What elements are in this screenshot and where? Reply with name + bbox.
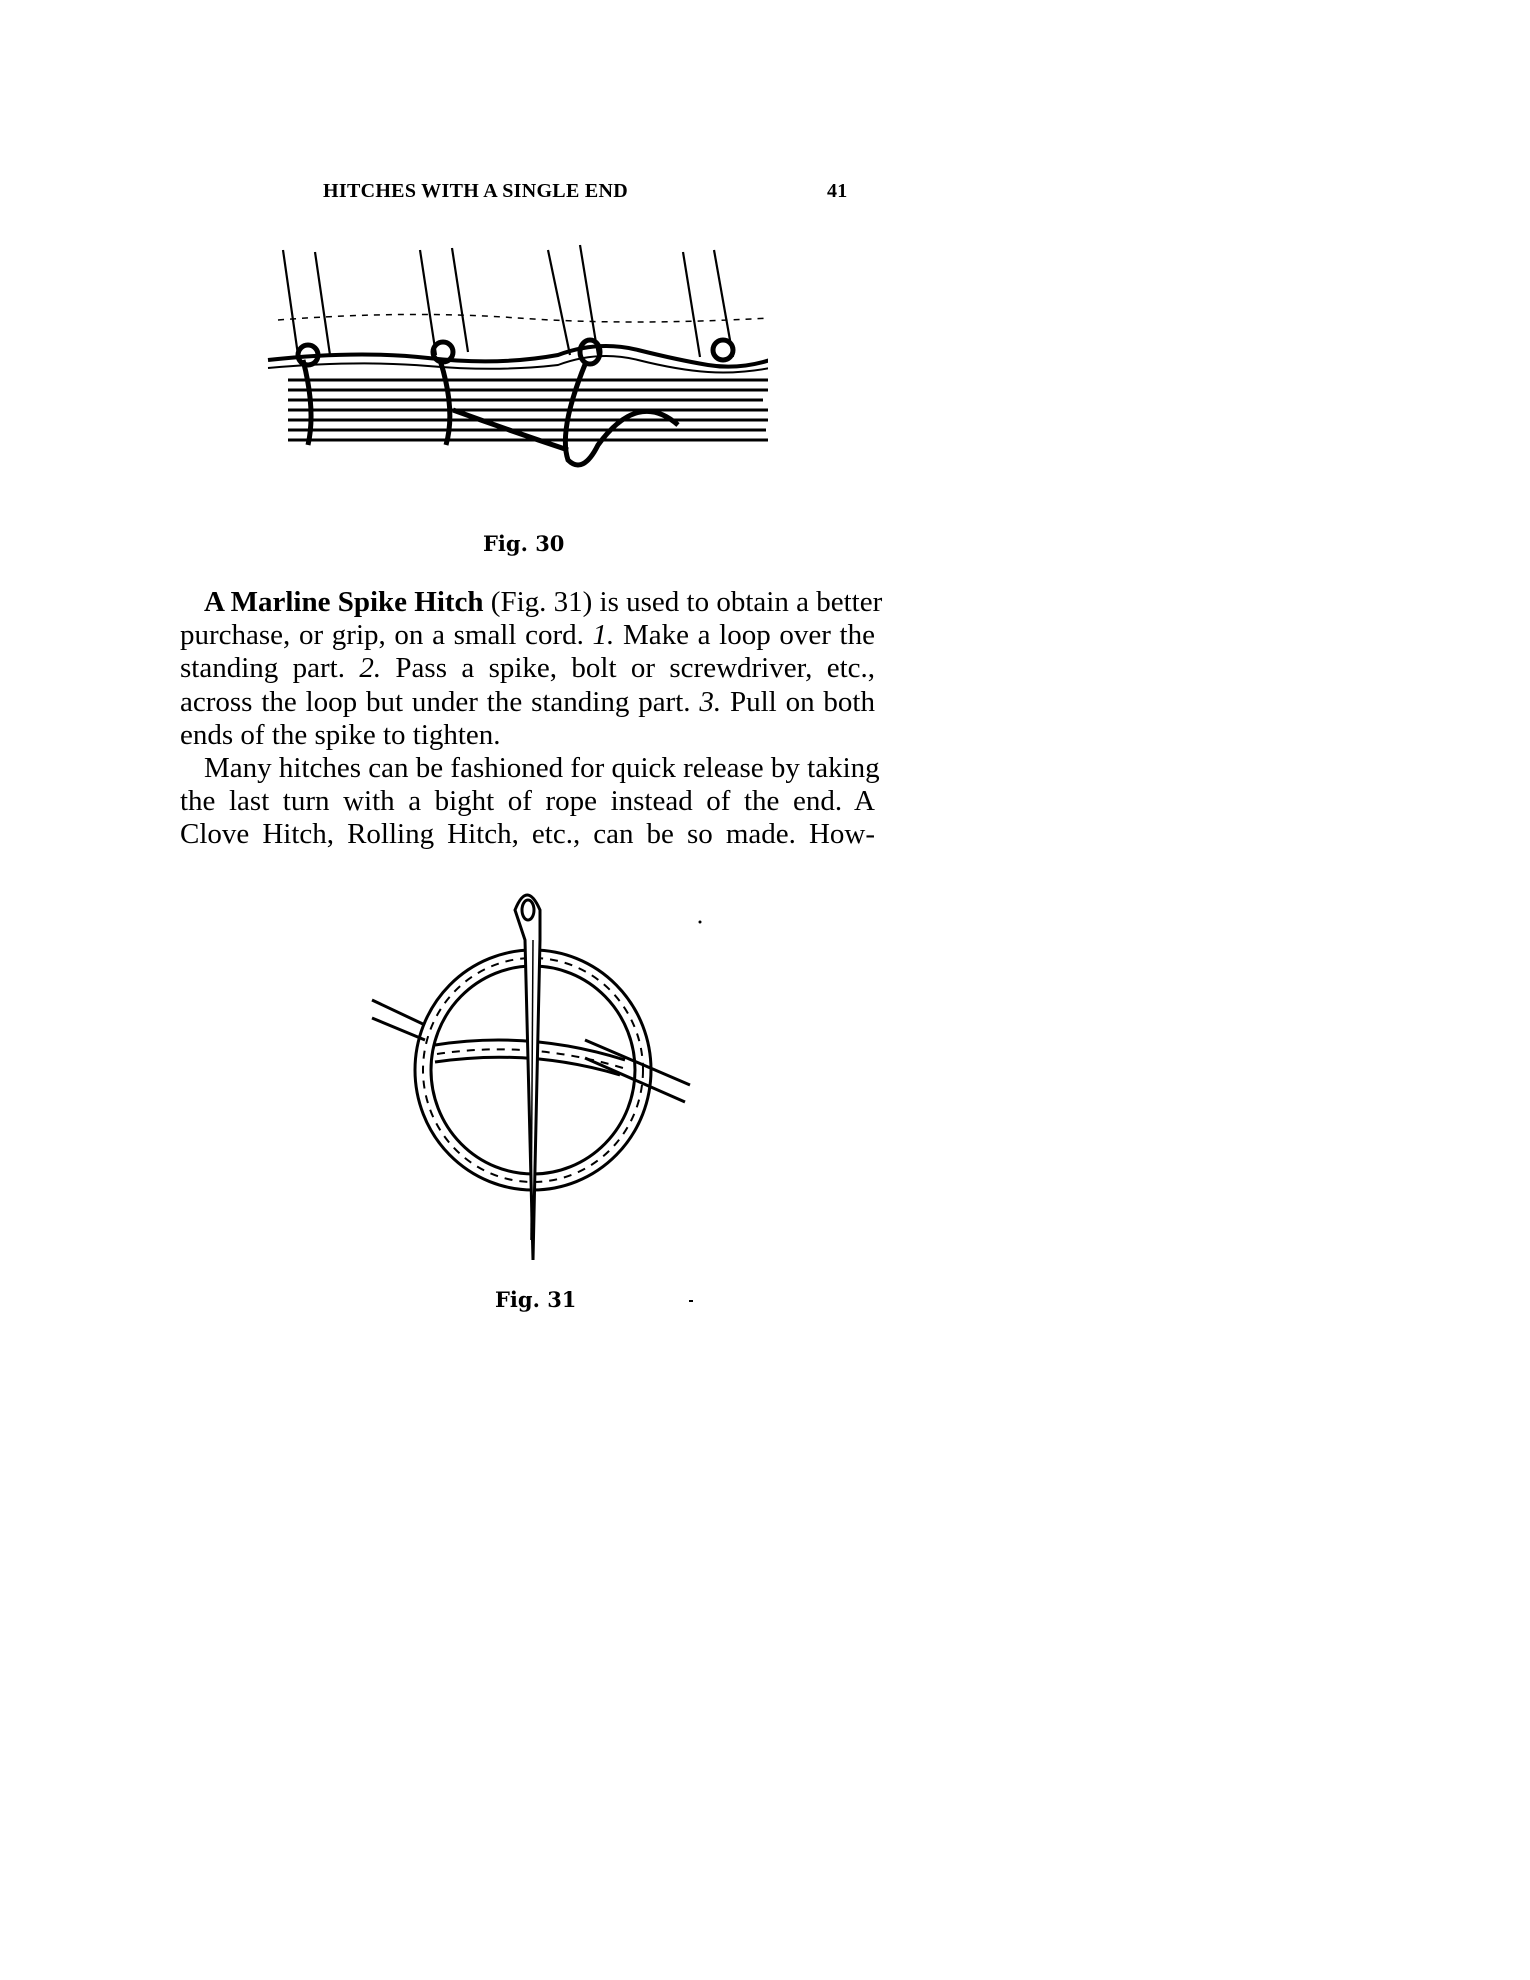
text-run: (Fig. 31) is used to obtain a better xyxy=(483,586,883,618)
figure-31-caption: Fig. 31 xyxy=(495,1287,577,1312)
stray-mark xyxy=(689,1300,693,1302)
text-run: across the loop but under the standing part. xyxy=(180,685,700,718)
text-run: Make a loop over the xyxy=(614,619,875,652)
figure-30-illustration xyxy=(258,240,768,525)
page-number: 41 xyxy=(827,180,848,202)
text-line xyxy=(180,586,883,619)
text-run: Pull on both xyxy=(721,685,875,718)
run-in-heading: A Marline Spike Hitch xyxy=(204,586,484,618)
text-line xyxy=(180,619,875,652)
text-line xyxy=(180,818,875,851)
text-run: Clove Hitch, Rolling Hitch, etc., can be so made. How- xyxy=(180,818,875,851)
step-number: 2. xyxy=(359,652,382,685)
text-run: purchase, or grip, on a small cord. xyxy=(180,619,593,652)
step-number: 1. xyxy=(592,619,615,652)
text-line xyxy=(180,785,875,818)
text-line xyxy=(180,652,875,685)
text-run: ends of the spike to tighten. xyxy=(180,718,501,751)
text-line xyxy=(180,752,880,785)
running-title: HITCHES WITH A SINGLE END xyxy=(323,180,629,202)
text-run: standing part. xyxy=(180,652,360,685)
text-line xyxy=(180,686,875,719)
figure-31-illustration xyxy=(365,880,705,1275)
figure-30-caption: Fig. 30 xyxy=(483,531,565,556)
text-line xyxy=(180,719,875,752)
paragraph xyxy=(180,586,883,752)
text-run: Many hitches can be fashioned for quick release by taking xyxy=(204,752,880,784)
text-run: the last turn with a bight of rope instead of the end. A xyxy=(180,785,875,818)
paragraph xyxy=(180,752,880,852)
text-run: Pass a spike, bolt or screwdriver, etc., xyxy=(381,652,875,685)
step-number: 3. xyxy=(699,685,722,718)
